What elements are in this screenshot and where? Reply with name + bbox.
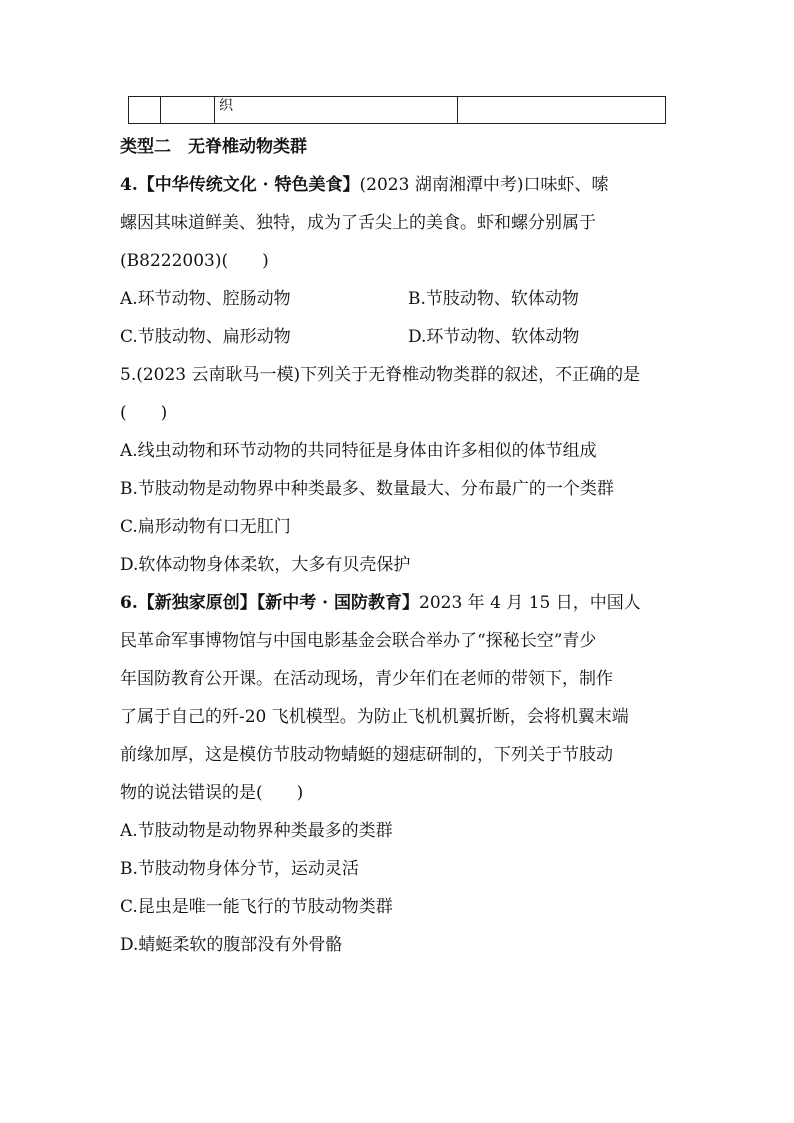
q6-option-a: A.节肢动物是动物界种类最多的类群 (120, 821, 393, 841)
q4-line-2: 螺因其味道鲜美、独特，成为了舌尖上的美食。虾和螺分别属于 (120, 213, 596, 233)
q5-option-b: B.节肢动物是动物界中种类最多、数量最大、分布最广的一个类群 (120, 479, 614, 499)
q5-line-1: 5.(2023 云南耿马一模)下列关于无脊椎动物类群的叙述，不正确的是 (120, 365, 641, 385)
table-cell (458, 97, 666, 124)
q4-option-a: A.环节动物、腔肠动物 (120, 289, 291, 309)
q5-line-2: ( ) (120, 403, 168, 423)
table-cell (129, 97, 161, 124)
q4-option-c: C.节肢动物、扁形动物 (120, 327, 291, 347)
q6-option-b: B.节肢动物身体分节，运动灵活 (120, 859, 359, 879)
q4-line-1-text: (2023 湖南湘潭中考)口味虾、嗦 (359, 175, 609, 195)
q6-line-3: 年国防教育公开课。在活动现场，青少年们在老师的带领下，制作 (120, 669, 613, 689)
q5-option-a: A.线虫动物和环节动物的共同特征是身体由许多相似的体节组成 (120, 441, 597, 461)
q4-option-b: B.节肢动物、软体动物 (408, 289, 579, 309)
table-row (129, 97, 666, 124)
question-content (120, 128, 685, 964)
q6-line-5: 前缘加厚，这是模仿节肢动物蜻蜓的翅痣研制的，下列关于节肢动 (120, 745, 613, 765)
q6-line-6: 物的说法错误的是( ) (120, 783, 304, 803)
q4-option-d: D.环节动物、软体动物 (408, 327, 580, 347)
table-cell (161, 97, 215, 124)
table-fragment (128, 96, 666, 124)
section-title: 类型二 无脊椎动物类群 (120, 137, 307, 157)
q6-tag: 【新独家原创】【新中考 · 国防教育】 (137, 593, 420, 613)
q6-line-1 (120, 584, 685, 622)
q4-line-1 (120, 166, 685, 204)
q6-line-4: 了属于自己的歼-20 飞机模型。为防止飞机机翼折断，会将机翼末端 (120, 707, 629, 727)
q4-tag: 【中华传统文化 · 特色美食】 (137, 175, 360, 195)
q6-option-c: C.昆虫是唯一能飞行的节肢动物类群 (120, 897, 393, 917)
q4-options-row-1 (120, 280, 685, 318)
q4-options-row-2 (120, 318, 685, 356)
q6-line-1-text: 2023 年 4 月 15 日，中国人 (419, 593, 641, 613)
table-cell: 织 (215, 97, 458, 124)
q6-line-2: 民革命军事博物馆与中国电影基金会联合举办了“探秘长空”青少 (120, 631, 597, 651)
q4-number: 4. (120, 175, 138, 195)
q5-option-c: C.扁形动物有口无肛门 (120, 517, 291, 537)
q6-number: 6. (120, 593, 138, 613)
q6-option-d: D.蜻蜓柔软的腹部没有外骨骼 (120, 935, 343, 955)
q5-option-d: D.软体动物身体柔软，大多有贝壳保护 (120, 555, 411, 575)
q4-line-3: (B8222003)( ) (120, 251, 269, 271)
